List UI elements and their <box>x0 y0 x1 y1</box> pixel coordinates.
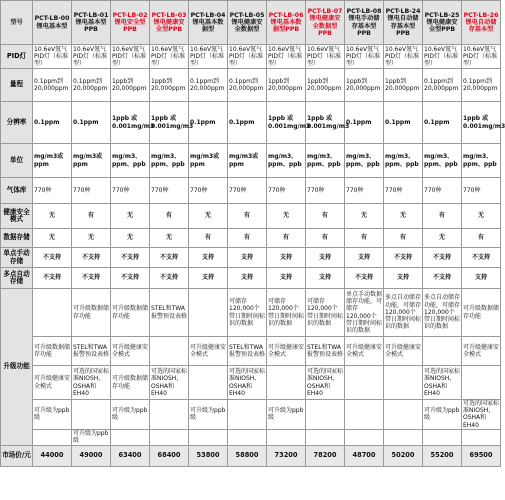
cell-upgrade-1-8: 可升级健康安全模式 <box>345 337 384 366</box>
cell-manual-8: 支持 <box>345 248 384 268</box>
row-label-auto: 多点自动存储 <box>1 268 33 289</box>
cell-upgrade-1-3 <box>150 337 189 366</box>
cell-datastore-10: 无 <box>423 229 462 248</box>
upgrade-row-3 <box>1 400 501 430</box>
cell-health-6: 无 <box>267 204 306 229</box>
cell-price-2: 63400 <box>111 445 150 466</box>
row-health <box>1 204 501 229</box>
upgrade-row-0 <box>1 289 501 337</box>
model-header-11: PCT-LB-26 锂电自动储存基本型 <box>462 1 501 45</box>
cell-datastore-1: 无 <box>72 229 111 248</box>
row-label-gas: 气体库 <box>1 178 33 204</box>
cell-manual-9: 不支持 <box>384 248 423 268</box>
cell-gas-1: 770种 <box>72 178 111 204</box>
cell-pid-6: 10.6eV氪气PID灯（标准型） <box>267 45 306 69</box>
cell-gas-7: 770种 <box>306 178 345 204</box>
cell-upgrade-2-5: 可选的国家标准NIOSH，OSHA和EH40 <box>228 366 267 400</box>
cell-pid-10: 10.6eV氪气PID灯（标准型） <box>423 45 462 69</box>
cell-upgrade-0-8: 单点手动数据储存功能，可储存120,000个带日期时间标识的数据 <box>345 289 384 337</box>
row-gas <box>1 178 501 204</box>
cell-gas-10: 770种 <box>423 178 462 204</box>
model-header-4: PCT-LB-04 锂电基本数据型 <box>189 1 228 45</box>
cell-upgrade-4-4 <box>189 429 228 445</box>
cell-upgrade-3-7 <box>306 400 345 430</box>
cell-resolution-10: 0.1ppm <box>423 102 462 144</box>
cell-upgrade-3-1 <box>72 400 111 430</box>
cell-pid-7: 10.6eV氪气PID灯（标准型） <box>306 45 345 69</box>
cell-manual-3: 不支持 <box>150 248 189 268</box>
cell-datastore-4: 有 <box>189 229 228 248</box>
model-header-row <box>1 1 501 45</box>
cell-upgrade-1-4: 可升级健康安全模式 <box>189 337 228 366</box>
cell-gas-9: 770种 <box>384 178 423 204</box>
cell-manual-4: 支持 <box>189 248 228 268</box>
cell-auto-2: 不支持 <box>111 268 150 289</box>
model-header-0: PCT-LB-00 锂电基本型 <box>33 1 72 45</box>
cell-upgrade-0-9: 多点自动储存功能，可储存120,000个带日期时间标识的数据 <box>384 289 423 337</box>
cell-health-5: 有 <box>228 204 267 229</box>
cell-price-9: 50200 <box>384 445 423 466</box>
cell-datastore-8: 有 <box>345 229 384 248</box>
cell-manual-5: 支持 <box>228 248 267 268</box>
cell-datastore-7: 有 <box>306 229 345 248</box>
cell-resolution-3: 1ppb 或 0.001mg/m3 <box>150 102 189 144</box>
cell-upgrade-1-5: STEL和TWA报警预设表格 <box>228 337 267 366</box>
row-unit <box>1 144 501 178</box>
cell-gas-8: 770种 <box>345 178 384 204</box>
cell-price-10: 55200 <box>423 445 462 466</box>
cell-upgrade-2-10: 可选的国家标准NIOSH，OSHA和EH40 <box>423 366 462 400</box>
cell-resolution-4: 0.1ppm <box>189 102 228 144</box>
cell-unit-8: mg/m3、ppm、ppb <box>345 144 384 178</box>
cell-upgrade-2-2: 可升级数据储存功能 <box>111 366 150 400</box>
row-label-range: 量程 <box>1 69 33 102</box>
cell-datastore-6: 有 <box>267 229 306 248</box>
cell-price-1: 49000 <box>72 445 111 466</box>
cell-range-4: 0.1ppm到20,000ppm <box>189 69 228 102</box>
upgrade-row-4 <box>1 429 501 445</box>
model-header-7: PCT-LB-07 锂电健康安全数据型PPB <box>306 1 345 45</box>
model-header-8: PCT-LB-08 锂电手动储存基本型PPB <box>345 1 384 45</box>
cell-upgrade-1-7: STEL和TWA报警预设表格 <box>306 337 345 366</box>
cell-auto-3: 不支持 <box>150 268 189 289</box>
cell-pid-0: 10.6eV氪气PID灯（标准型） <box>33 45 72 69</box>
row-manual <box>1 248 501 268</box>
row-label-resolution: 分辨率 <box>1 102 33 144</box>
row-label-datastore: 数据存储 <box>1 229 33 248</box>
cell-range-9: 1ppb到20,000ppm <box>384 69 423 102</box>
cell-gas-0: 770种 <box>33 178 72 204</box>
cell-upgrade-2-1: 可选的国家标准NIOSH，OSHA和EH40 <box>72 366 111 400</box>
cell-unit-6: mg/m3、ppm、ppb <box>267 144 306 178</box>
cell-auto-5: 支持 <box>228 268 267 289</box>
cell-upgrade-0-4 <box>189 289 228 337</box>
cell-upgrade-3-2: 可升级为ppb级 <box>111 400 150 430</box>
cell-resolution-7: 1ppb 或 0.001mg/m3 <box>306 102 345 144</box>
model-header-3: PCT-LB-03 锂电健康安全型PPB <box>150 1 189 45</box>
cell-auto-1: 不支持 <box>72 268 111 289</box>
cell-health-8: 无 <box>345 204 384 229</box>
cell-upgrade-2-0: 可升级健康安全模式 <box>33 366 72 400</box>
cell-upgrade-4-6 <box>267 429 306 445</box>
cell-resolution-8: 0.1ppm <box>345 102 384 144</box>
cell-datastore-9: 有 <box>384 229 423 248</box>
cell-health-10: 有 <box>423 204 462 229</box>
cell-pid-9: 10.6eV氪气PID灯（标准型） <box>384 45 423 69</box>
cell-pid-5: 10.6eV氪气PID灯（标准型） <box>228 45 267 69</box>
row-label-health: 健康安全模式 <box>1 204 33 229</box>
cell-range-6: 1ppb到20,000ppm <box>267 69 306 102</box>
cell-manual-2: 不支持 <box>111 248 150 268</box>
cell-upgrade-1-1: STEL和TWA报警预设表格 <box>72 337 111 366</box>
cell-upgrade-3-11: 可选的国家标准NIOSH，OSHA和EH40 <box>463 400 500 429</box>
upgrade-row-1 <box>1 337 501 366</box>
row-resolution <box>1 102 501 144</box>
cell-unit-4: mg/m3或ppm <box>189 144 228 178</box>
cell-pid-1: 10.6eV氪气PID灯（标准型） <box>72 45 111 69</box>
model-header-10: PCT-LB-25 锂电健康安全型PPB <box>423 1 462 45</box>
cell-price-5: 58800 <box>228 445 267 466</box>
cell-resolution-6: 1ppb 或 0.001mg/m3 <box>267 102 306 144</box>
cell-upgrade-4-3 <box>150 429 189 445</box>
cell-health-4: 无 <box>189 204 228 229</box>
model-header-9: PCT-LB-24 锂电自动储存基本型PPB <box>384 1 423 45</box>
cell-upgrade-3-10: 可升级为ppb级 <box>423 400 462 430</box>
cell-upgrade-1-9: 可升级健康安全模式 <box>384 337 423 366</box>
cell-gas-5: 770种 <box>228 178 267 204</box>
cell-unit-3: mg/m3、ppm、ppb <box>150 144 189 178</box>
cell-health-2: 无 <box>111 204 150 229</box>
row-pid <box>1 45 501 69</box>
cell-health-1: 有 <box>72 204 111 229</box>
row-label-manual: 单点手动存储 <box>1 248 33 268</box>
cell-upgrade-1-6: 可升级健康安全模式 <box>267 337 306 366</box>
cell-upgrade-3-6: 可升级为ppb级 <box>267 400 306 430</box>
cell-datastore-2: 无 <box>111 229 150 248</box>
cell-upgrade-1-11: 可升级健康安全模式 <box>462 337 501 366</box>
cell-upgrade-0-1: 可升级数据储存功能 <box>72 289 111 337</box>
cell-resolution-1: 0.1ppm <box>72 102 111 144</box>
cell-range-8: 1ppb到20,000ppm <box>345 69 384 102</box>
cell-auto-6: 支持 <box>267 268 306 289</box>
cell-upgrade-3-3 <box>150 400 189 430</box>
cell-price-6: 73200 <box>267 445 306 466</box>
cell-auto-8: 不支持 <box>345 268 384 289</box>
cell-pid-11: 10.6eV氪气PID灯（标准型） <box>462 45 501 69</box>
cell-auto-10: 不支持 <box>423 268 462 289</box>
cell-health-11: 无 <box>462 204 501 229</box>
cell-upgrade-4-1: 可升级为ppb级 <box>72 429 111 445</box>
cell-upgrade-4-2 <box>111 429 150 445</box>
cell-manual-11: 不支持 <box>462 248 501 268</box>
cell-upgrade-0-5: 可储存120,000个带日期时间标识的数据 <box>228 289 267 337</box>
cell-price-4: 53800 <box>189 445 228 466</box>
cell-resolution-9: 0.1ppm <box>384 102 423 144</box>
cell-range-2: 1ppb到20,000ppm <box>111 69 150 102</box>
row-label-unit: 单位 <box>1 144 33 178</box>
cell-upgrade-1-0: 可升级数据储存功能 <box>33 337 72 366</box>
cell-upgrade-2-8 <box>345 366 384 400</box>
row-label-upgrade: 升级功能 <box>1 289 33 446</box>
cell-resolution-5: 0.1ppm <box>228 102 267 144</box>
row-label-price: 市场价/元 <box>1 445 33 466</box>
cell-price-11: 69500 <box>462 445 501 466</box>
cell-range-10: 0.1ppm到20,000ppm <box>423 69 462 102</box>
cell-upgrade-4-0 <box>33 429 72 445</box>
cell-resolution-0: 0.1ppm <box>33 102 72 144</box>
cell-upgrade-1-2: 可升级健康安全模式 <box>111 337 150 366</box>
model-header-2: PCT-LB-02 锂电安全型PPB <box>111 1 150 45</box>
cell-resolution-2: 1ppb 或 0.001mg/m3 <box>111 102 150 144</box>
cell-upgrade-0-0 <box>33 289 72 337</box>
cell-manual-0: 不支持 <box>33 248 72 268</box>
cell-price-8: 48700 <box>345 445 384 466</box>
cell-upgrade-2-9 <box>384 366 423 400</box>
cell-price-7: 78200 <box>306 445 345 466</box>
cell-gas-4: 770种 <box>189 178 228 204</box>
cell-unit-10: mg/m3、ppm、ppb <box>423 144 462 178</box>
cell-unit-1: mg/m3或ppm <box>72 144 111 178</box>
cell-datastore-5: 有 <box>228 229 267 248</box>
cell-gas-11: 770种 <box>462 178 501 204</box>
model-header-5: PCT-LB-05 锂电健康安全数据型 <box>228 1 267 45</box>
model-header-6: PCT-LB-06 锂电基本数据型PPB <box>267 1 306 45</box>
cell-upgrade-4-7 <box>306 429 345 445</box>
cell-auto-11: 支持 <box>462 268 501 289</box>
cell-health-7: 有 <box>306 204 345 229</box>
cell-range-11: 0.1ppm到20,000ppm <box>462 69 501 102</box>
row-label-pid: PID灯 <box>1 45 33 69</box>
cell-unit-5: mg/m3或ppm <box>228 144 267 178</box>
cell-pid-4: 10.6eV氪气PID灯（标准型） <box>189 45 228 69</box>
cell-upgrade-2-4 <box>189 366 228 400</box>
cell-range-7: 1ppb到20,000ppm <box>306 69 345 102</box>
cell-health-9: 无 <box>384 204 423 229</box>
cell-upgrade-4-10 <box>423 429 462 445</box>
cell-upgrade-2-3: 可选的国家标准NIOSH，OSHA和EH40 <box>150 366 189 400</box>
cell-auto-0: 不支持 <box>33 268 72 289</box>
cell-upgrade-4-9 <box>384 429 423 445</box>
cell-range-1: 0.1ppm到20,000ppm <box>72 69 111 102</box>
cell-auto-9: 支持 <box>384 268 423 289</box>
cell-upgrade-4-8 <box>345 429 384 445</box>
cell-health-3: 有 <box>150 204 189 229</box>
cell-unit-11: mg/m3、ppm、ppb <box>462 144 501 178</box>
cell-unit-7: mg/m3、ppm、ppb <box>306 144 345 178</box>
cell-manual-6: 支持 <box>267 248 306 268</box>
cell-upgrade-0-11: 可升级数据储存功能 <box>462 289 501 337</box>
cell-price-0: 44000 <box>33 445 72 466</box>
cell-datastore-3: 无 <box>150 229 189 248</box>
cell-unit-9: mg/m3、ppm、ppb <box>384 144 423 178</box>
upgrade-row-2 <box>1 366 501 400</box>
cell-upgrade-2-11 <box>462 366 501 400</box>
row-datastore <box>1 229 501 248</box>
cell-manual-1: 不支持 <box>72 248 111 268</box>
cell-upgrade-1-10 <box>423 337 462 366</box>
cell-unit-0: mg/m3或ppm <box>33 144 72 178</box>
cell-gas-6: 770种 <box>267 178 306 204</box>
cell-gas-2: 770种 <box>111 178 150 204</box>
cell-pid-2: 10.6eV氪气PID灯（标准型） <box>111 45 150 69</box>
cell-range-3: 1ppb到20,000ppm <box>150 69 189 102</box>
cell-upgrade-0-2: 可升级数据储存功能 <box>111 289 150 337</box>
cell-auto-7: 支持 <box>306 268 345 289</box>
cell-unit-2: mg/m3、ppm、ppb <box>111 144 150 178</box>
cell-manual-10: 不支持 <box>423 248 462 268</box>
cell-datastore-0: 无 <box>33 229 72 248</box>
cell-range-5: 0.1ppm到20,000ppm <box>228 69 267 102</box>
cell-health-0: 无 <box>33 204 72 229</box>
cell-upgrade-2-6 <box>267 366 306 400</box>
cell-upgrade-0-6: 可储存120,000个带日期时间标识的数据 <box>267 289 306 337</box>
cell-upgrade-3-4: 可升级为ppb级 <box>189 400 228 430</box>
cell-auto-4: 支持 <box>189 268 228 289</box>
cell-resolution-11: 1ppb 或 0.001mg/m3 <box>462 102 501 144</box>
cell-upgrade-0-7: 可储存120,000个带日期时间标识的数据 <box>306 289 345 337</box>
cell-pid-8: 10.6eV氪气PID灯（标准型） <box>345 45 384 69</box>
cell-range-0: 0.1ppm到20,000ppm <box>33 69 72 102</box>
corner-label: 型号 <box>1 1 33 45</box>
cell-upgrade-0-3: STEL和TWA报警预设表格 <box>150 289 189 337</box>
cell-upgrade-0-10: 多点自动储存功能，可储存120,000个带日期时间标识的数据 <box>423 289 462 337</box>
cell-upgrade-3-0: 可升级为ppb级 <box>33 400 72 430</box>
row-range <box>1 69 501 102</box>
cell-upgrade-3-8 <box>345 400 384 430</box>
cell-price-3: 68400 <box>150 445 189 466</box>
cell-datastore-11: 有 <box>462 229 501 248</box>
cell-upgrade-2-7: 可选的国家标准NIOSH，OSHA和EH40 <box>306 366 345 400</box>
cell-upgrade-4-5 <box>228 429 267 445</box>
cell-upgrade-3-9 <box>384 400 423 430</box>
cell-manual-7: 支持 <box>306 248 345 268</box>
row-auto <box>1 268 501 289</box>
cell-gas-3: 770种 <box>150 178 189 204</box>
cell-upgrade-4-11 <box>462 429 501 445</box>
cell-upgrade-3-5 <box>228 400 267 430</box>
model-header-1: PCT-LB-01 锂电基本型PPB <box>72 1 111 45</box>
cell-pid-3: 10.6eV氪气PID灯（标准型） <box>150 45 189 69</box>
row-price <box>1 445 501 466</box>
